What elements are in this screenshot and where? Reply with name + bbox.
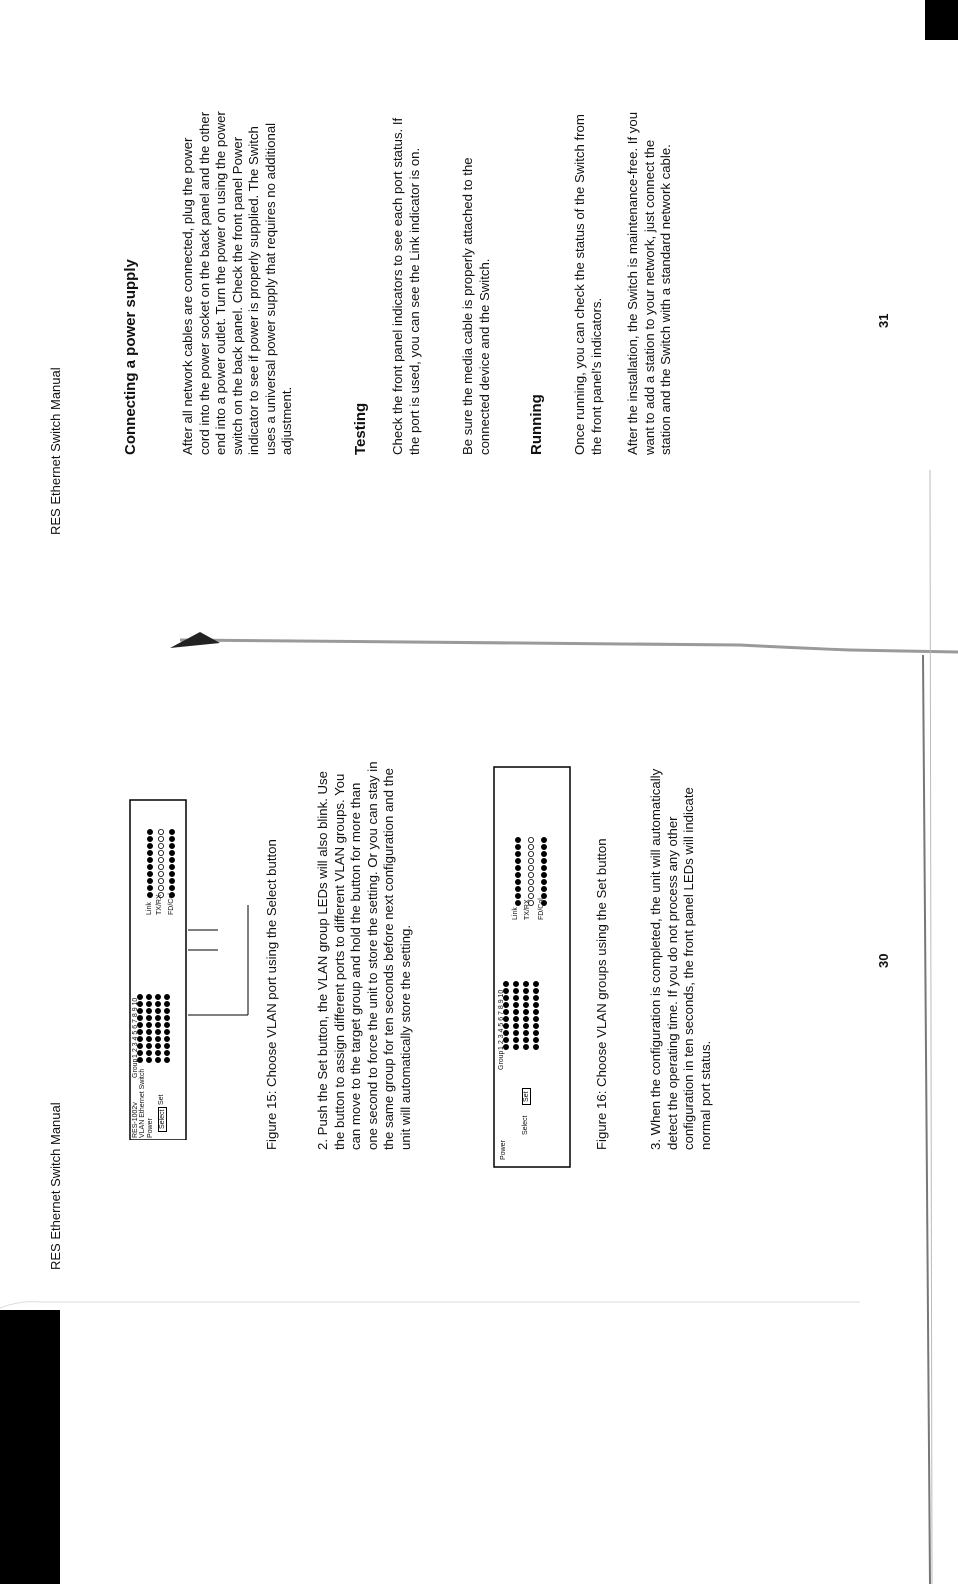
- led-dot: [169, 850, 174, 855]
- heading-power-supply: Connecting a power supply: [122, 259, 139, 455]
- panel2-group-label: Group: [498, 1050, 505, 1070]
- led-dot: [155, 1001, 160, 1006]
- panel2-fdcol-label: FD/Col: [538, 898, 545, 920]
- panel1-power: Power: [147, 1118, 154, 1138]
- led-dot: [147, 843, 152, 848]
- led-dot: [513, 1002, 518, 1007]
- led-dot: [523, 1002, 528, 1007]
- heading-running: Running: [528, 394, 545, 455]
- panel1-model: RES-1002v: [132, 1102, 139, 1138]
- led-dot: [169, 829, 174, 834]
- led-dot: [541, 879, 546, 884]
- led-dot: [523, 1030, 528, 1035]
- led-dot: [155, 1029, 160, 1034]
- led-dot: [155, 1015, 160, 1020]
- led-dot: [533, 1009, 538, 1014]
- led-dot: [503, 981, 508, 986]
- led-dot: [528, 865, 533, 870]
- led-dot: [164, 1015, 169, 1020]
- led-dot: [513, 1044, 518, 1049]
- led-dot: [533, 1023, 538, 1028]
- paragraph-running-status: Once running, you can check the status of the Switch from the front panel's indicators.: [572, 114, 604, 455]
- led-dot: [155, 1050, 160, 1055]
- led-dot: [528, 886, 533, 891]
- led-dot: [533, 1030, 538, 1035]
- led-dot: [158, 878, 163, 883]
- led-dot: [513, 988, 518, 993]
- panel1-txrx-label: TX/RX: [156, 894, 163, 915]
- led-dot: [155, 994, 160, 999]
- led-dot: [541, 858, 546, 863]
- panel2-select-button[interactable]: Select: [522, 1115, 529, 1135]
- led-dot: [515, 837, 520, 842]
- led-dot: [164, 1008, 169, 1013]
- step-2-text: 2. Push the Set button, the VLAN group LEDs will also blink. Use the button to assign different ports to different VLAN groups. You can move to the target group and hold the button for more than one second to force the unit to store the setting. Or you can stay in the same group for ten seconds before next configuration and the unit will automatically store the setting.: [315, 761, 413, 1150]
- paragraph-media-cable: Be sure the media cable is properly attached to the connected device and the Switch.: [460, 157, 492, 455]
- led-dot: [147, 850, 152, 855]
- led-dot: [541, 837, 546, 842]
- led-dot: [164, 1043, 169, 1048]
- led-dot: [146, 994, 151, 999]
- led-dot: [146, 1036, 151, 1041]
- led-dot: [523, 1016, 528, 1021]
- led-dot: [533, 1044, 538, 1049]
- led-dot: [169, 864, 174, 869]
- panel1-set-button[interactable]: Set: [158, 1094, 165, 1105]
- figure-15-caption: Figure 15: Choose VLAN port using the Select button: [264, 839, 279, 1150]
- led-dot: [147, 864, 152, 869]
- led-dot: [146, 1001, 151, 1006]
- led-dot: [146, 1022, 151, 1027]
- led-dot: [164, 994, 169, 999]
- led-dot: [515, 886, 520, 891]
- panel2-link-label: Link: [512, 907, 519, 920]
- led-dot: [155, 1008, 160, 1013]
- led-dot: [164, 1057, 169, 1062]
- led-dot: [533, 988, 538, 993]
- panel1-subtitle: VLAN Ethernet Switch: [139, 1068, 146, 1138]
- led-dot: [515, 872, 520, 877]
- led-dot: [146, 1008, 151, 1013]
- panel1-select-button[interactable]: Select: [158, 1107, 167, 1132]
- led-dot: [515, 893, 520, 898]
- led-dot: [147, 829, 152, 834]
- led-dot: [513, 1030, 518, 1035]
- led-dot: [523, 981, 528, 986]
- port-led-grid: [503, 837, 546, 1049]
- led-dot: [523, 1037, 528, 1042]
- led-dot: [541, 844, 546, 849]
- led-dot: [158, 843, 163, 848]
- led-dot: [146, 1029, 151, 1034]
- led-dot: [155, 1022, 160, 1027]
- panel2-port-numbers: 1 2 3 4 5 6 7 8 9 10: [498, 989, 505, 1050]
- figure-16-panel: [492, 765, 572, 1170]
- led-dot: [147, 885, 152, 890]
- led-dot: [523, 1023, 528, 1028]
- panel1-group-label: Group: [132, 1058, 139, 1078]
- led-dot: [147, 892, 152, 897]
- panel2-power: Power: [500, 1140, 507, 1160]
- led-dot: [164, 1050, 169, 1055]
- led-dot: [158, 836, 163, 841]
- led-dot: [513, 1037, 518, 1042]
- header-right: RES Ethernet Switch Manual: [48, 367, 63, 535]
- led-dot: [515, 879, 520, 884]
- led-dot: [513, 995, 518, 1000]
- led-dot: [528, 858, 533, 863]
- led-dot: [164, 1001, 169, 1006]
- led-dot: [164, 1036, 169, 1041]
- led-dot: [533, 981, 538, 986]
- led-dot: [528, 893, 533, 898]
- led-dot: [169, 885, 174, 890]
- led-dot: [513, 1009, 518, 1014]
- led-dot: [513, 1023, 518, 1028]
- led-dot: [155, 1043, 160, 1048]
- led-dot: [515, 900, 520, 905]
- paragraph-power-supply: After all network cables are connected, plug the power cord into the power socket on the back panel and the other end into a power outlet. Turn the power on using the power switch on the back panel. Check the front panel Power indicator to see if power is properly supplied. The Switch uses a universal power supply that requires no additional adjustment.: [180, 111, 294, 455]
- header-left: RES Ethernet Switch Manual: [48, 1102, 63, 1270]
- figure-16-caption: Figure 16: Choose VLAN groups using the Set button: [594, 838, 609, 1150]
- led-dot: [523, 988, 528, 993]
- led-dot: [146, 1050, 151, 1055]
- panel2-txrx-label: TX/RX: [524, 899, 531, 920]
- paragraph-maintenance: After the installation, the Switch is maintenance-free. If you want to add a station to your network, just connect the station and the Switch with a standard network cable.: [625, 111, 673, 455]
- page-number-left: 30: [876, 953, 891, 968]
- led-dot: [528, 844, 533, 849]
- led-dot: [146, 1057, 151, 1062]
- heading-testing: Testing: [352, 402, 369, 455]
- led-dot: [533, 1037, 538, 1042]
- led-dot: [533, 1002, 538, 1007]
- led-dot: [169, 871, 174, 876]
- led-dot: [515, 865, 520, 870]
- led-dot: [515, 851, 520, 856]
- led-dot: [169, 857, 174, 862]
- led-dot: [147, 878, 152, 883]
- page-number-right: 31: [876, 313, 891, 328]
- led-dot: [147, 857, 152, 862]
- led-dot: [147, 871, 152, 876]
- step-3-text: 3. When the configuration is completed, the unit will automatically detect the operating time. If you do not process any other configuration in ten seconds, the front panel LEDs will indicate normal port status.: [648, 768, 713, 1150]
- led-dot: [169, 843, 174, 848]
- led-dot: [155, 1057, 160, 1062]
- paragraph-testing: Check the front panel indicators to see each port status. If the port is used, you can see the Link indicator is on.: [390, 117, 422, 455]
- led-dot: [513, 1016, 518, 1021]
- led-dot: [513, 981, 518, 986]
- led-dot: [155, 1036, 160, 1041]
- led-dot: [523, 995, 528, 1000]
- led-dot: [523, 1044, 528, 1049]
- led-dot: [158, 864, 163, 869]
- led-dot: [533, 1016, 538, 1021]
- led-dot: [515, 844, 520, 849]
- led-dot: [515, 858, 520, 863]
- led-dot: [523, 1009, 528, 1014]
- led-dot: [146, 1015, 151, 1020]
- panel1-port-numbers: 1 2 3 4 5 6 7 8 9 10: [132, 997, 139, 1058]
- led-dot: [528, 851, 533, 856]
- led-dot: [158, 871, 163, 876]
- led-dot: [146, 1043, 151, 1048]
- led-dot: [528, 879, 533, 884]
- led-dot: [169, 836, 174, 841]
- led-dot: [528, 837, 533, 842]
- port-led-grid: [137, 829, 174, 1062]
- led-dot: [169, 878, 174, 883]
- led-dot: [541, 886, 546, 891]
- panel1-fdcol-label: FD/Col: [168, 893, 175, 915]
- led-dot: [158, 857, 163, 862]
- panel2-set-button[interactable]: Set: [522, 1088, 531, 1105]
- led-dot: [158, 850, 163, 855]
- panel1-link-label: Link: [146, 902, 153, 915]
- led-dot: [541, 851, 546, 856]
- led-dot: [528, 872, 533, 877]
- led-dot: [147, 836, 152, 841]
- led-dot: [533, 995, 538, 1000]
- led-dot: [158, 829, 163, 834]
- led-dot: [164, 1022, 169, 1027]
- led-dot: [164, 1029, 169, 1034]
- led-dot: [158, 885, 163, 890]
- led-dot: [541, 865, 546, 870]
- led-dot: [541, 872, 546, 877]
